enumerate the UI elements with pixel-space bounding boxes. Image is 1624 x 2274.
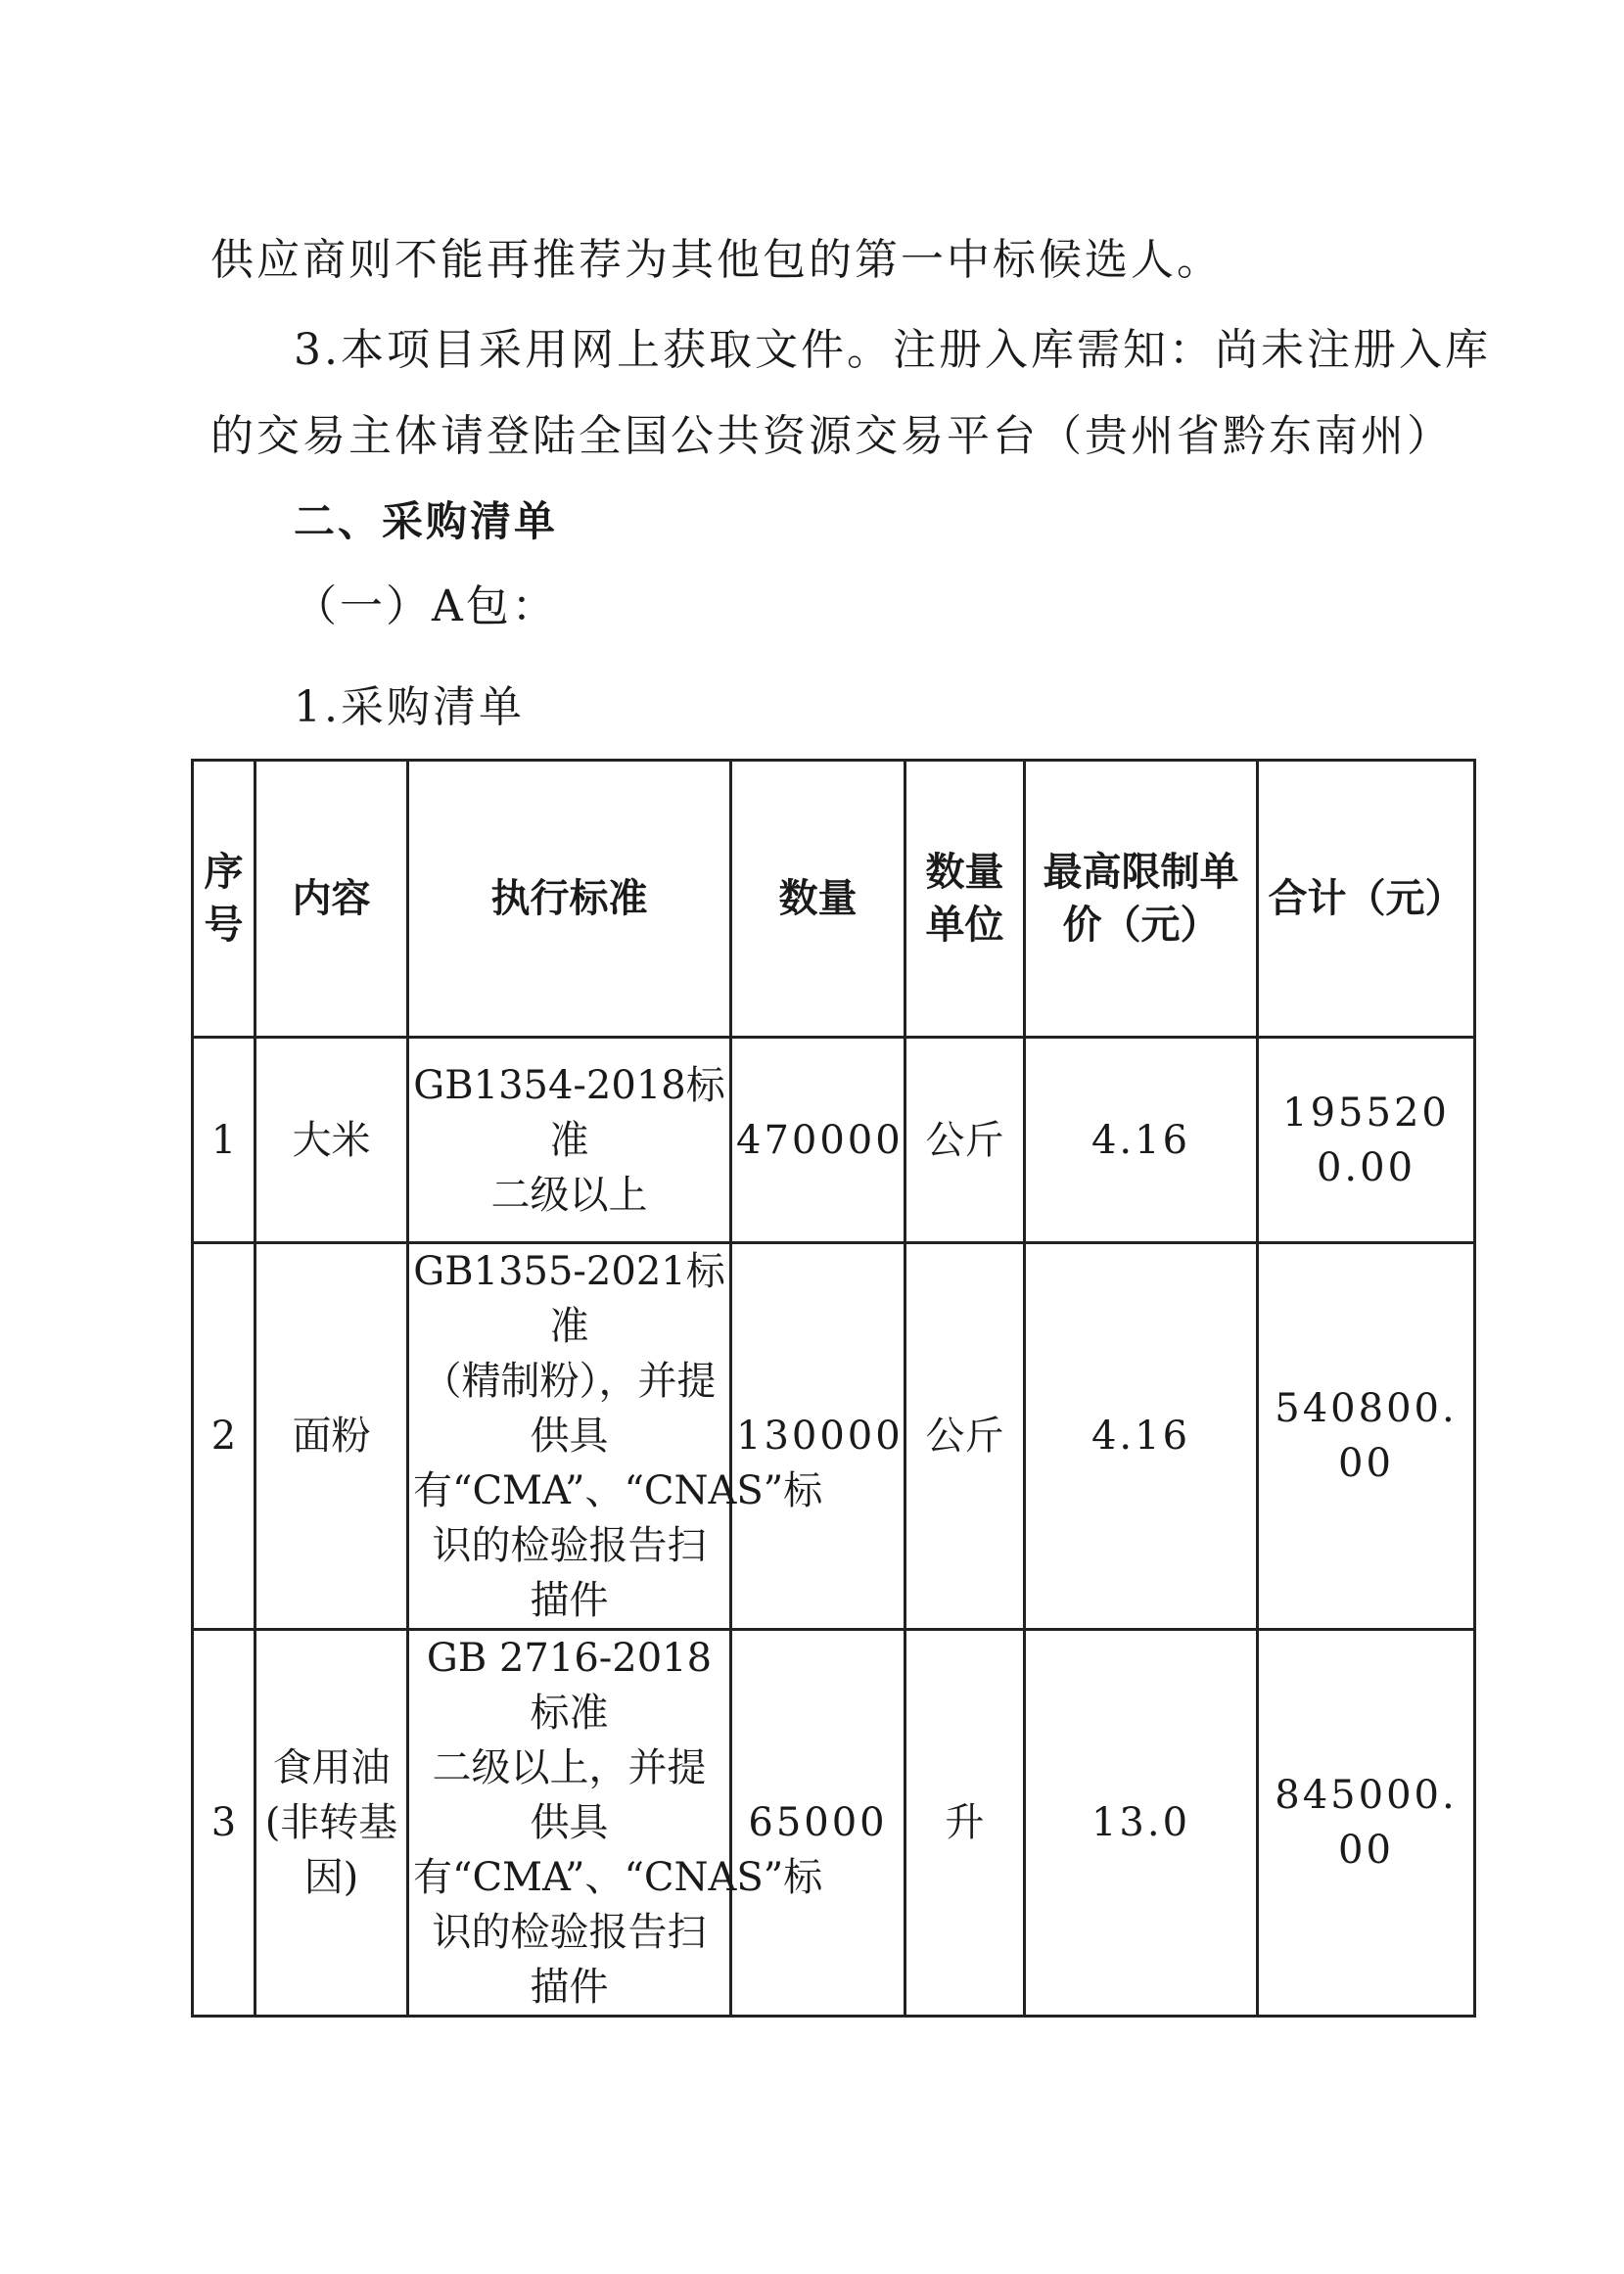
cell-item: 面粉 (255, 1243, 408, 1630)
cell-no: 1 (193, 1038, 255, 1243)
cell-item: 食用油(非转基因) (255, 1630, 408, 2017)
table-row (193, 1038, 1475, 1243)
table-row (193, 1630, 1475, 2017)
cell-item: 大米 (255, 1038, 408, 1243)
table-header-row (193, 761, 1475, 1038)
cell-total: 540800.00 (1258, 1243, 1475, 1630)
cell-qty: 130000 (731, 1243, 905, 1630)
cell-unit: 公斤 (905, 1243, 1025, 1630)
list-title: 1.采购清单 (294, 682, 525, 732)
cell-standard: GB 2716-2018标准 二级以上，并提供具有“CMA”、“CNAS”标识的检验报告扫描件 (408, 1630, 731, 2017)
header-total: 合计（元） (1258, 761, 1475, 1038)
section-title: 二、采购清单 (294, 497, 559, 545)
paragraph-continuation: 供应商则不能再推荐为其他包的第一中标候选人。 (210, 235, 1223, 285)
cell-price: 13.0 (1025, 1630, 1258, 2017)
header-qty: 数量 (731, 761, 905, 1038)
paragraph-item-3-line2: 的交易主体请登陆全国公共资源交易平台（贵州省黔东南州） (210, 411, 1453, 461)
header-standard: 执行标准 (408, 761, 731, 1038)
header-item: 内容 (255, 761, 408, 1038)
cell-qty: 470000 (731, 1038, 905, 1243)
cell-price: 4.16 (1025, 1038, 1258, 1243)
header-price: 最高限制单价（元） (1025, 761, 1258, 1038)
cell-standard: GB1354-2018标准 二级以上 (408, 1038, 731, 1243)
cell-unit: 升 (905, 1630, 1025, 2017)
subsection-title: （一）A包： (294, 581, 558, 631)
header-unit: 数量单位 (905, 761, 1025, 1038)
cell-unit: 公斤 (905, 1038, 1025, 1243)
header-no: 序号 (193, 761, 255, 1038)
cell-no: 2 (193, 1243, 255, 1630)
cell-no: 3 (193, 1630, 255, 2017)
cell-standard: GB1355-2021标准 （精制粉），并提供具有“CMA”、“CNAS”标识的检验报告扫描件 (408, 1243, 731, 1630)
cell-total: 845000.00 (1258, 1630, 1475, 2017)
cell-price: 4.16 (1025, 1243, 1258, 1630)
procurement-table (191, 759, 1476, 2018)
cell-qty: 65000 (731, 1630, 905, 2017)
paragraph-item-3-line1: 3.本项目采用网上获取文件。注册入库需知：尚未注册入库 (294, 325, 1491, 375)
cell-total: 1955200.00 (1258, 1038, 1475, 1243)
table-row (193, 1243, 1475, 1630)
